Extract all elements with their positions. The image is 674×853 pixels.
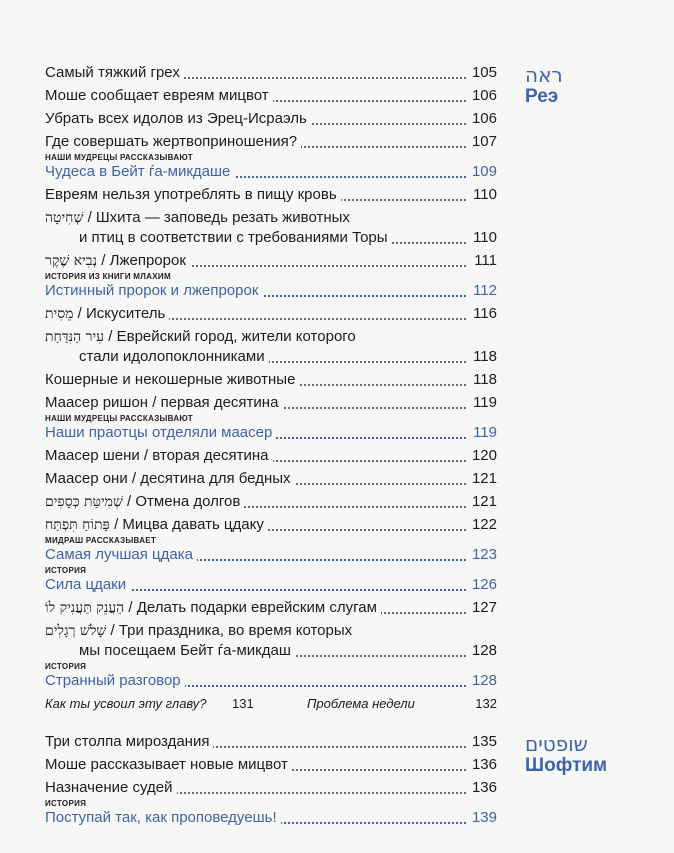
entry-title	[45, 163, 234, 180]
entry-title	[45, 470, 295, 487]
page-number: 122	[466, 515, 497, 535]
entry-text: Три столпа мироздания	[45, 733, 210, 750]
entry-text: / Искуситель	[77, 305, 166, 322]
story-caption: ИСТОРИЯ	[45, 566, 87, 575]
toc-entry[interactable]	[45, 469, 497, 489]
entry-text: / Шхита — заповедь резать животных	[87, 209, 350, 226]
entry-title	[45, 809, 281, 826]
toc-entry[interactable]	[45, 132, 497, 152]
entry-text: Чудеса в Бейт ѓа-микдаше	[45, 163, 231, 180]
toc-entry[interactable]	[45, 732, 497, 752]
entry-text: / Лжепророк	[101, 252, 186, 269]
entry-title	[45, 305, 169, 322]
toc-entry[interactable]	[45, 251, 497, 271]
entry-title	[45, 599, 381, 616]
toc-entry[interactable]	[45, 393, 497, 413]
entry-title	[45, 447, 273, 464]
entry-text: Назначение судей	[45, 779, 173, 796]
entry-title	[45, 110, 311, 127]
hebrew-term: שָׁלֹשׁ רְגָלִים	[45, 623, 107, 639]
quiz-link[interactable]: Как ты усвоил эту главу?	[45, 696, 207, 711]
page-number: 110	[467, 228, 497, 248]
page-number: 121	[466, 492, 497, 512]
toc-entry[interactable]	[45, 370, 497, 390]
toc-entry[interactable]	[45, 515, 497, 535]
hebrew-term: שְׁמִיטַּת כְּסָפִים	[45, 494, 123, 510]
entry-text: Убрать всех идолов из Эрец-Исраэль	[45, 110, 307, 127]
page-number: 110	[467, 185, 497, 205]
entry-title	[45, 87, 273, 104]
section-title-shoftim	[525, 733, 615, 777]
entry-text: Поступай так, как проповедуешь!	[45, 809, 277, 826]
entry-text: / Еврейский город, жители которого	[108, 328, 356, 345]
entry-text: Странный разговор	[45, 672, 181, 689]
entry-title	[45, 394, 282, 411]
entry-title	[45, 779, 177, 796]
page-number: 123	[466, 545, 497, 565]
entry-title	[45, 252, 190, 269]
toc-story-link[interactable]	[45, 808, 497, 828]
entry-title	[45, 516, 268, 533]
problem-link[interactable]: Проблема недели	[307, 696, 415, 711]
section-russian-title: Реэ	[525, 86, 559, 107]
toc-story-link[interactable]	[45, 281, 497, 301]
toc-section-reeh	[45, 63, 497, 714]
page-number: 112	[467, 281, 497, 301]
toc-entry[interactable]	[45, 208, 497, 248]
entry-title	[45, 672, 185, 689]
entry-title	[45, 133, 301, 150]
entry-text: Наши праотцы отделяли маасер	[45, 424, 273, 441]
toc-story-link[interactable]	[45, 671, 497, 691]
entry-text: Самая лучшая цдака	[45, 546, 193, 563]
page-number: 120	[466, 446, 497, 466]
toc-entry[interactable]	[45, 755, 497, 775]
entry-text: / Отмена долгов	[127, 493, 241, 510]
hebrew-term: עִיר הַנִּדַּחַת	[45, 329, 105, 345]
chapter-footer	[45, 694, 497, 714]
entry-title	[45, 209, 354, 226]
toc-entry[interactable]	[45, 492, 497, 512]
story-caption: ИСТОРИЯ	[45, 799, 87, 808]
entry-title	[45, 546, 197, 563]
page-number: 128	[466, 671, 497, 691]
page-number: 118	[467, 370, 497, 390]
story-caption: МИДРАШ РАССКАЗЫВАЕТ	[45, 536, 157, 545]
hebrew-term: הַעֲנֵק תַּעֲנִיק לוֹ	[45, 600, 125, 616]
entry-text: Где совершать жертвоприношения?	[45, 133, 298, 150]
toc-section-shoftim	[45, 732, 497, 831]
entry-title	[45, 756, 292, 773]
page-number: 106	[466, 86, 497, 106]
entry-text: Маасер они / десятина для бедных	[45, 470, 291, 487]
hebrew-term: נְבִיא שֶׁקֶר	[45, 253, 98, 269]
toc-story-link[interactable]	[45, 545, 497, 565]
entry-title	[45, 622, 356, 639]
section-hebrew-title: ראה	[525, 63, 563, 87]
entry-text: / Три праздника, во время которых	[110, 622, 353, 639]
toc-entry[interactable]	[45, 598, 497, 618]
page-number: 136	[466, 778, 497, 798]
toc-entry[interactable]	[45, 778, 497, 798]
entry-title	[45, 328, 360, 345]
toc-story-link[interactable]	[45, 423, 497, 443]
entry-text: Маасер ришон / первая десятина	[45, 394, 279, 411]
entry-title	[45, 282, 262, 299]
page-number: 135	[466, 732, 497, 752]
entry-text: Сила цдаки	[45, 576, 127, 593]
entry-text: Самый тяжкий грех	[45, 64, 180, 81]
page-number: 105	[466, 63, 497, 83]
story-caption: ИСТОРИЯ	[45, 662, 87, 671]
page-number: 111	[468, 251, 497, 271]
page-number: 109	[466, 162, 497, 182]
entry-text: Моше рассказывает новые мицвот	[45, 756, 288, 773]
toc-entry[interactable]	[45, 109, 497, 129]
toc-story-link[interactable]	[45, 162, 497, 182]
hebrew-term: מֵסִית	[45, 306, 74, 322]
page-number: 119	[467, 393, 497, 413]
entry-title	[45, 424, 276, 441]
toc-entry[interactable]	[45, 86, 497, 106]
problem-page: 132	[475, 696, 497, 711]
hebrew-term: שְׁחִיטָה	[45, 210, 84, 226]
entry-title	[45, 186, 341, 203]
story-caption: ИСТОРИЯ ИЗ КНИГИ МЛАХИМ	[45, 272, 171, 281]
quiz-page: 131	[232, 696, 254, 711]
page-number: 107	[466, 132, 497, 152]
entry-title	[45, 371, 299, 388]
page-number: 126	[466, 575, 497, 595]
entry-text: Моше сообщает евреям мицвот	[45, 87, 269, 104]
toc-entry[interactable]	[45, 63, 497, 83]
page-number: 116	[467, 304, 497, 324]
section-title-reeh	[525, 64, 615, 108]
section-russian-title: Шофтим	[525, 755, 608, 776]
entry-text: Маасер шени / вторая десятина	[45, 447, 269, 464]
page-number: 139	[466, 808, 497, 828]
entry-title	[45, 576, 130, 593]
toc-entry[interactable]	[45, 304, 497, 324]
entry-text: Евреям нельзя употреблять в пищу кровь	[45, 186, 337, 203]
story-caption: НАШИ МУДРЕЦЫ РАССКАЗЫВАЮТ	[45, 153, 193, 162]
entry-text-continued: мы посещаем Бейт ѓа-микдаш	[45, 641, 295, 661]
page-number: 119	[467, 423, 497, 443]
page-number: 106	[466, 109, 497, 129]
entry-text: / Делать подарки еврейским слугам	[128, 599, 377, 616]
entry-title	[45, 64, 184, 81]
toc-entry[interactable]	[45, 185, 497, 205]
story-caption: НАШИ МУДРЕЦЫ РАССКАЗЫВАЮТ	[45, 414, 193, 423]
entry-title	[45, 493, 244, 510]
entry-text-continued: стали идолопоклонниками	[45, 347, 269, 367]
entry-title	[45, 733, 213, 750]
page-number: 118	[467, 347, 497, 367]
page-number: 136	[466, 755, 497, 775]
toc-entry[interactable]	[45, 621, 497, 661]
page-number: 127	[466, 598, 497, 618]
toc-entry[interactable]	[45, 446, 497, 466]
toc-story-link[interactable]	[45, 575, 497, 595]
page-number: 128	[466, 641, 497, 661]
entry-text: Истинный пророк и лжепророк	[45, 282, 259, 299]
entry-text: Кошерные и некошерные животные	[45, 371, 296, 388]
entry-text: / Мицва давать цдаку	[114, 516, 264, 533]
toc-entry[interactable]	[45, 327, 497, 367]
hebrew-term: פָּתוֹחַ תִּפְתַּח	[45, 517, 110, 533]
section-hebrew-title: שופטים	[525, 732, 588, 756]
entry-text-continued: и птиц в соответствии с требованиями Торы	[45, 228, 392, 248]
page-number: 121	[466, 469, 497, 489]
